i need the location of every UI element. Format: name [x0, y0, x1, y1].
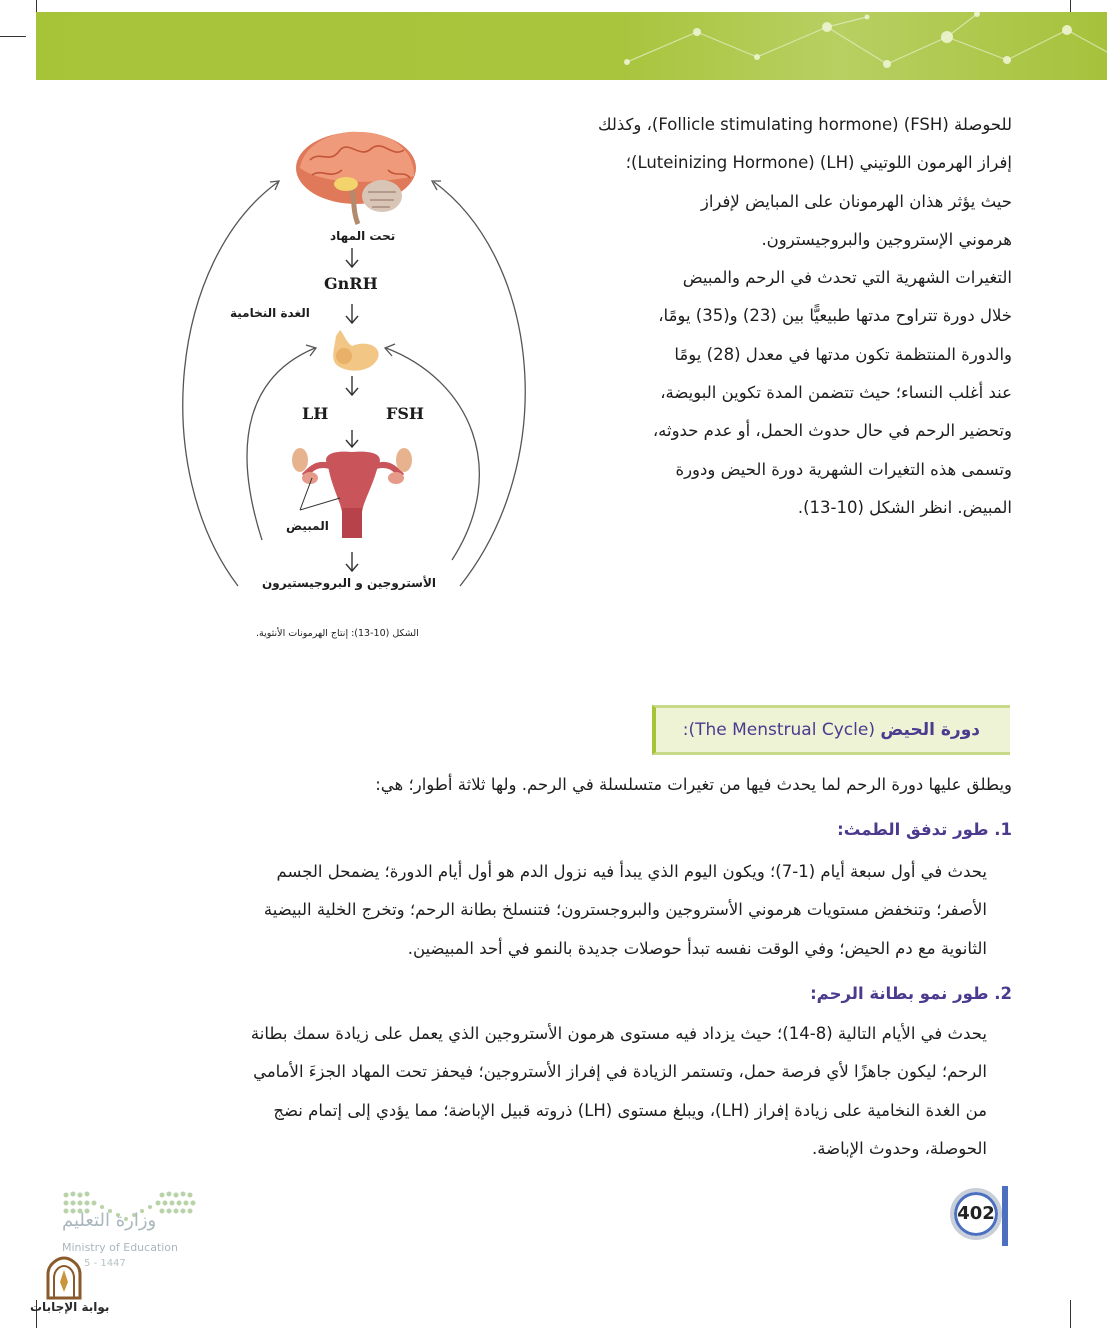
- phase1-line: الأصفر؛ وتنخفض مستويات هرموني الأستروجين والبروجسترون؛ فتنسلخ بطانة الرحم؛ وتخرج الخلية البيضية: [263, 900, 987, 920]
- label-gnrh: GnRH: [324, 274, 378, 293]
- portal-name: بوابة الإجابات: [30, 1300, 110, 1314]
- intro-line: المبيض. انظر الشكل (10-13).: [797, 497, 1012, 517]
- feedback-arc-inner-right: [386, 348, 479, 560]
- ministry-name-en: Ministry of Education: [62, 1241, 179, 1254]
- intro-line: عند أغلب النساء؛ حيث تتضمن المدة تكوين البويضة،: [660, 383, 1012, 403]
- intro-line: إفراز الهرمون اللوتيني (LH) (Luteinizing Hormone)؛: [625, 153, 1012, 173]
- flow-arrows: [346, 248, 358, 571]
- phase1-title: 1. طور تدفق الطمث:: [837, 820, 1012, 839]
- label-hypothalamus: تحت المهاد: [330, 229, 396, 243]
- brain-icon: [296, 132, 416, 224]
- molecule-decoration-icon: [587, 12, 1107, 80]
- phase2-title: 2. طور نمو بطانة الرحم:: [810, 984, 1012, 1003]
- ministry-name-ar: وزارة التعليم: [62, 1210, 157, 1231]
- section-heading: [652, 705, 1010, 755]
- page-number-bar: [1002, 1186, 1008, 1246]
- phase2-line: الحوصلة، وحدوث الإباضة.: [812, 1138, 987, 1158]
- phase1-line: يحدث في أول سبعة أيام (1-7)؛ ويكون اليوم الذي يبدأ فيه نزول الدم هو أول أيام الدورة؛ يضمحل الجسم: [276, 862, 987, 881]
- label-lh: LH: [302, 404, 329, 423]
- section-title-ar: دورة الحيض: [880, 720, 980, 740]
- feedback-arc-right: [434, 182, 525, 586]
- intro-line: خلال دورة تتراوح مدتها طبيعيًّا بين (23) و(35) يومًا،: [658, 306, 1012, 326]
- chapter-header-bar: [36, 12, 1107, 80]
- label-fsh: FSH: [386, 404, 425, 423]
- intro-line: التغيرات الشهرية التي تحدث في الرحم والمبيض: [682, 268, 1012, 288]
- pituitary-gland-icon: [333, 330, 378, 371]
- intro-line: وتحضير الرحم في حال حدوث الحمل، أو عدم حدوثه،: [652, 421, 1012, 441]
- phase1-paragraph: [157, 853, 987, 968]
- page-number-badge: [946, 1186, 1010, 1242]
- section-title-en: (The Menstrual Cycle):: [682, 720, 875, 740]
- phase2-line: الرحم؛ ليكون جاهزًا لأي فرصة حمل، وتستمر الزيادة في إفراز الأستروجين؛ فيحفز تحت المهاد الجزءَ الأمامي: [253, 1062, 987, 1082]
- feedback-arc-inner-left: [247, 348, 315, 540]
- intro-line: وتسمى هذه التغيرات الشهرية دورة الحيض ودورة: [675, 459, 1012, 479]
- label-hormones: الأستروجين و البروجيستيرون: [262, 576, 436, 590]
- intro-paragraph: [568, 106, 1012, 527]
- phase1-line: الثانوية مع دم الحيض؛ وفي الوقت نفسه تبدأ حوصلات جديدة بالنمو في أحد المبيضين.: [407, 938, 987, 958]
- feedback-arc-left: [183, 182, 278, 586]
- page-number: 402: [950, 1188, 1002, 1240]
- crop-mark: [0, 36, 26, 37]
- phase2-line: يحدث في الأيام التالية (8-14)؛ حيث يزداد فيه مستوى هرمون الأستروجين الذي يعمل على زيادة سمك بطانة: [250, 1024, 987, 1043]
- intro-line: للحوصلة (FSH) (Follicle stimulating hormone)، وكذلك: [597, 115, 1012, 134]
- figure-caption: الشكل (10-13): إنتاج الهرمونات الأنثوية.: [256, 628, 419, 639]
- phase2-line: من الغدة النخامية على زيادة إفراز (LH)، ويبلغ مستوى (LH) ذروته قبيل الإباضة؛ مما يؤدي إلى إتمام نضج: [273, 1100, 987, 1120]
- label-ovary: المبيض: [286, 519, 329, 533]
- intro-line: والدورة المنتظمة تكون مدتها في معدل (28) يومًا: [674, 344, 1012, 364]
- label-pituitary: الغدة النخامية: [230, 306, 310, 320]
- crop-mark: [1070, 1300, 1071, 1328]
- ministry-year: 5 - 1447: [84, 1258, 126, 1269]
- intro-line: حيث يؤثر هذان الهرمونان على المبايض لإفراز: [700, 191, 1012, 211]
- cycle-intro-text: ويطلق عليها دورة الرحم لما يحدث فيها من تغيرات متسلسلة في الرحم. ولها ثلاثة أطوار؛ هي:: [375, 775, 1012, 794]
- portal-logo-icon: [44, 1256, 84, 1300]
- cycle-intro-paragraph: [312, 766, 1012, 804]
- intro-line: هرموني الإستروجين والبروجيسترون.: [761, 229, 1012, 249]
- phase2-paragraph: [157, 1015, 987, 1168]
